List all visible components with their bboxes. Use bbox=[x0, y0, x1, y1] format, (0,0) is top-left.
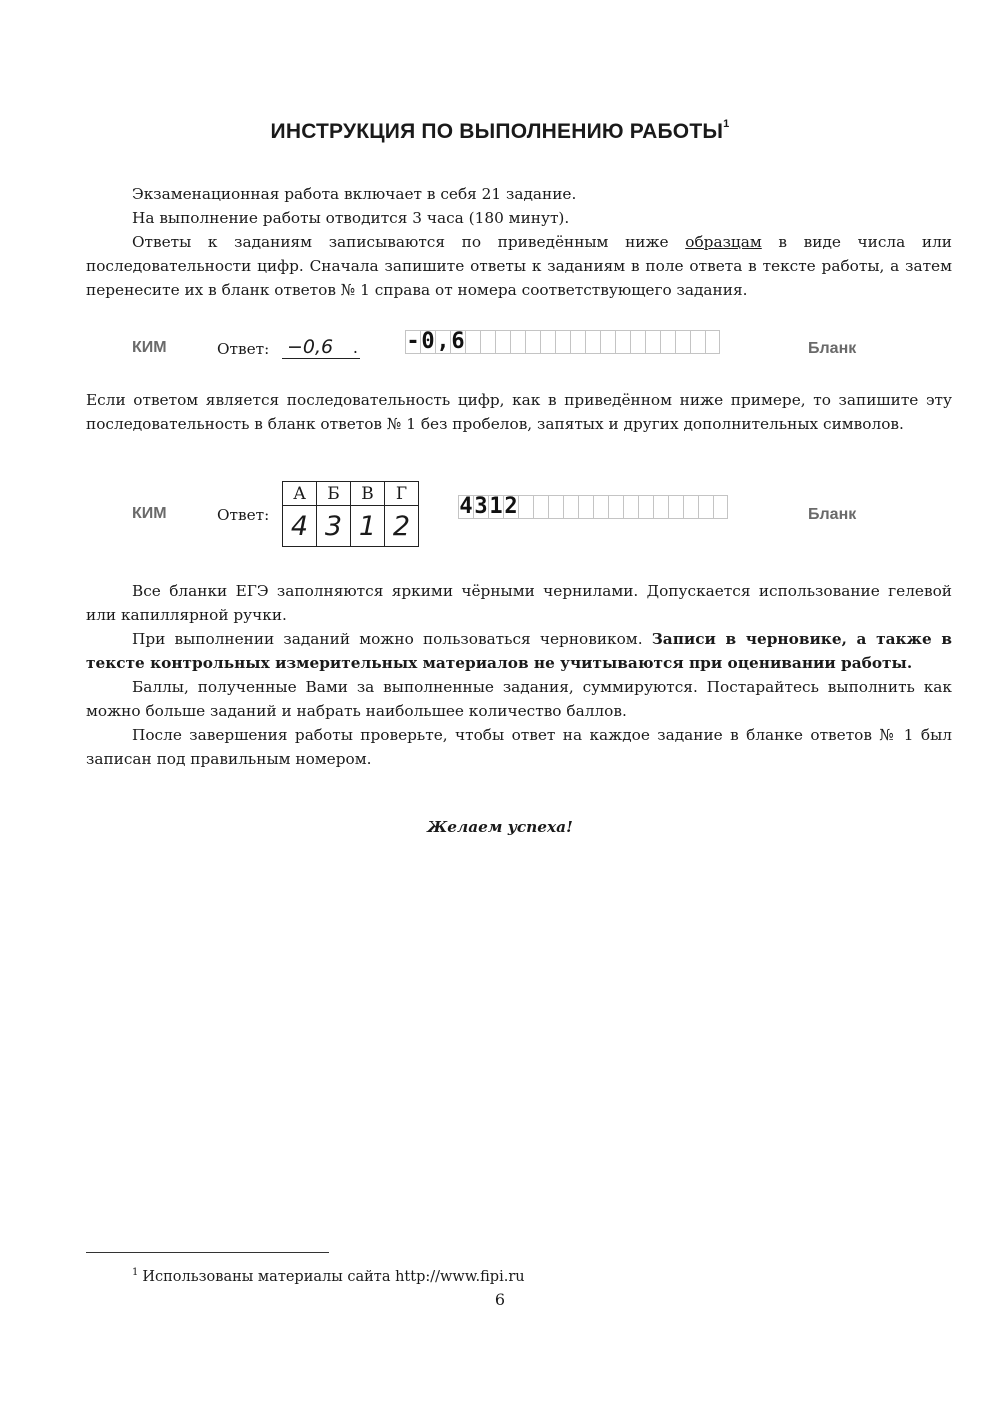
blank-cell bbox=[713, 495, 728, 519]
blank-cell bbox=[525, 330, 540, 354]
example1-handwritten-answer: −0,6 bbox=[287, 336, 334, 358]
blank-cell bbox=[510, 330, 525, 354]
blank-cell bbox=[630, 330, 645, 354]
rules-p2-bold: Записи в черновике, а также в тексте контрольных измерительных материалов не учитываются при оценивании работы. bbox=[86, 630, 952, 672]
blank-cell: - bbox=[406, 329, 420, 354]
intro-block bbox=[86, 182, 952, 302]
page-number: 6 bbox=[494, 1290, 506, 1309]
blank-cell: 3 bbox=[474, 494, 488, 519]
blank-cell bbox=[698, 495, 713, 519]
page-title bbox=[0, 120, 1000, 144]
example2-blank-cells bbox=[458, 495, 728, 519]
example1-blank-label: Бланк bbox=[808, 340, 857, 357]
intro-p3 bbox=[86, 230, 952, 302]
example2-value-b: 3 bbox=[317, 506, 351, 547]
example1-dot: . bbox=[352, 338, 358, 357]
blank-cell bbox=[495, 330, 510, 354]
rules-p2 bbox=[86, 627, 952, 675]
blank-cell bbox=[480, 330, 495, 354]
intro-p3-b: в виде числа или последовательности цифр. Сначала запишите ответы к заданиям в поле ответа в тексте работы, а затем перенесите их в бланк ответов № 1 справа от номера соответствующего задания. bbox=[86, 233, 952, 299]
example2-value-row bbox=[283, 506, 419, 547]
rules-p1: Все бланки ЕГЭ заполняются яркими чёрными чернилами. Допускается использование гелевой или капиллярной ручки. bbox=[86, 582, 952, 624]
middle-p1: Если ответом является последовательность цифр, как в приведённом ниже примере, то запишите эту последовательность в бланк ответов № 1 без пробелов, запятых и других дополнительных символов. bbox=[86, 391, 952, 433]
title-footnote-mark: 1 bbox=[723, 118, 730, 130]
blank-cell: 2 bbox=[504, 494, 518, 519]
example1-blank-cells bbox=[405, 330, 720, 354]
example2-value-g: 2 bbox=[385, 506, 419, 547]
rules-p2-a: При выполнении заданий можно пользоваться черновиком. bbox=[132, 630, 652, 648]
example2-value-v: 1 bbox=[351, 506, 385, 547]
blank-cell bbox=[465, 330, 480, 354]
blank-cell: , bbox=[436, 329, 450, 354]
page-title-text: ИНСТРУКЦИЯ ПО ВЫПОЛНЕНИЮ РАБОТЫ bbox=[270, 120, 724, 143]
rules-block bbox=[86, 579, 952, 771]
footnote-text: Использованы материалы сайта http://www.fipi.ru bbox=[142, 1268, 525, 1285]
blank-cell bbox=[540, 330, 555, 354]
blank-cell bbox=[578, 495, 593, 519]
blank-cell bbox=[623, 495, 638, 519]
example2-header-g: Г bbox=[385, 482, 419, 506]
blank-cell bbox=[533, 495, 548, 519]
example1-answer-line bbox=[282, 336, 360, 359]
blank-cell bbox=[645, 330, 660, 354]
blank-cell bbox=[563, 495, 578, 519]
blank-cell: 1 bbox=[489, 494, 503, 519]
blank-cell bbox=[518, 495, 533, 519]
example2-header-row bbox=[283, 482, 419, 506]
blank-cell bbox=[548, 495, 563, 519]
intro-p2: На выполнение работы отводится 3 часа (180 минут). bbox=[132, 209, 570, 227]
blank-cell bbox=[660, 330, 675, 354]
blank-cell bbox=[638, 495, 653, 519]
blank-cell bbox=[690, 330, 705, 354]
blank-cell bbox=[555, 330, 570, 354]
intro-p1: Экзаменационная работа включает в себя 21 задание. bbox=[132, 185, 577, 203]
intro-p3-link: образцам bbox=[685, 233, 762, 251]
blank-cell bbox=[585, 330, 600, 354]
footnote bbox=[132, 1267, 525, 1285]
blank-cell: 4 bbox=[459, 494, 473, 519]
example2-blank-label: Бланк bbox=[808, 506, 857, 523]
example2-header-v: В bbox=[351, 482, 385, 506]
rules-p4: После завершения работы проверьте, чтобы ответ на каждое задание в бланке ответов № 1 был записан под правильным номером. bbox=[86, 726, 952, 768]
blank-cell bbox=[593, 495, 608, 519]
example1-answer-label: Ответ: bbox=[217, 340, 270, 358]
blank-cell bbox=[705, 330, 720, 354]
middle-block bbox=[86, 388, 952, 436]
example1-kim-label: КИМ bbox=[132, 339, 167, 356]
example2-value-a: 4 bbox=[283, 506, 317, 547]
footnote-mark: 1 bbox=[132, 1267, 139, 1278]
blank-cell bbox=[608, 495, 623, 519]
blank-cell bbox=[600, 330, 615, 354]
example2-answer-label: Ответ: bbox=[217, 506, 270, 524]
intro-p3-a: Ответы к заданиям записываются по приведённым ниже bbox=[132, 233, 686, 251]
blank-cell bbox=[570, 330, 585, 354]
example2-answer-table bbox=[282, 481, 419, 547]
blank-cell bbox=[683, 495, 698, 519]
blank-cell bbox=[675, 330, 690, 354]
example2-kim-label: КИМ bbox=[132, 505, 167, 522]
footnote-divider bbox=[86, 1252, 329, 1253]
example2-header-a: А bbox=[283, 482, 317, 506]
blank-cell bbox=[668, 495, 683, 519]
blank-cell bbox=[615, 330, 630, 354]
example2-header-b: Б bbox=[317, 482, 351, 506]
blank-cell bbox=[653, 495, 668, 519]
rules-p3: Баллы, полученные Вами за выполненные задания, суммируются. Постарайтесь выполнить как можно больше заданий и набрать наибольшее количество баллов. bbox=[86, 678, 952, 720]
blank-cell: 6 bbox=[451, 329, 465, 354]
wish-text: Желаем успеха! bbox=[427, 818, 573, 836]
blank-cell: 0 bbox=[421, 329, 435, 354]
